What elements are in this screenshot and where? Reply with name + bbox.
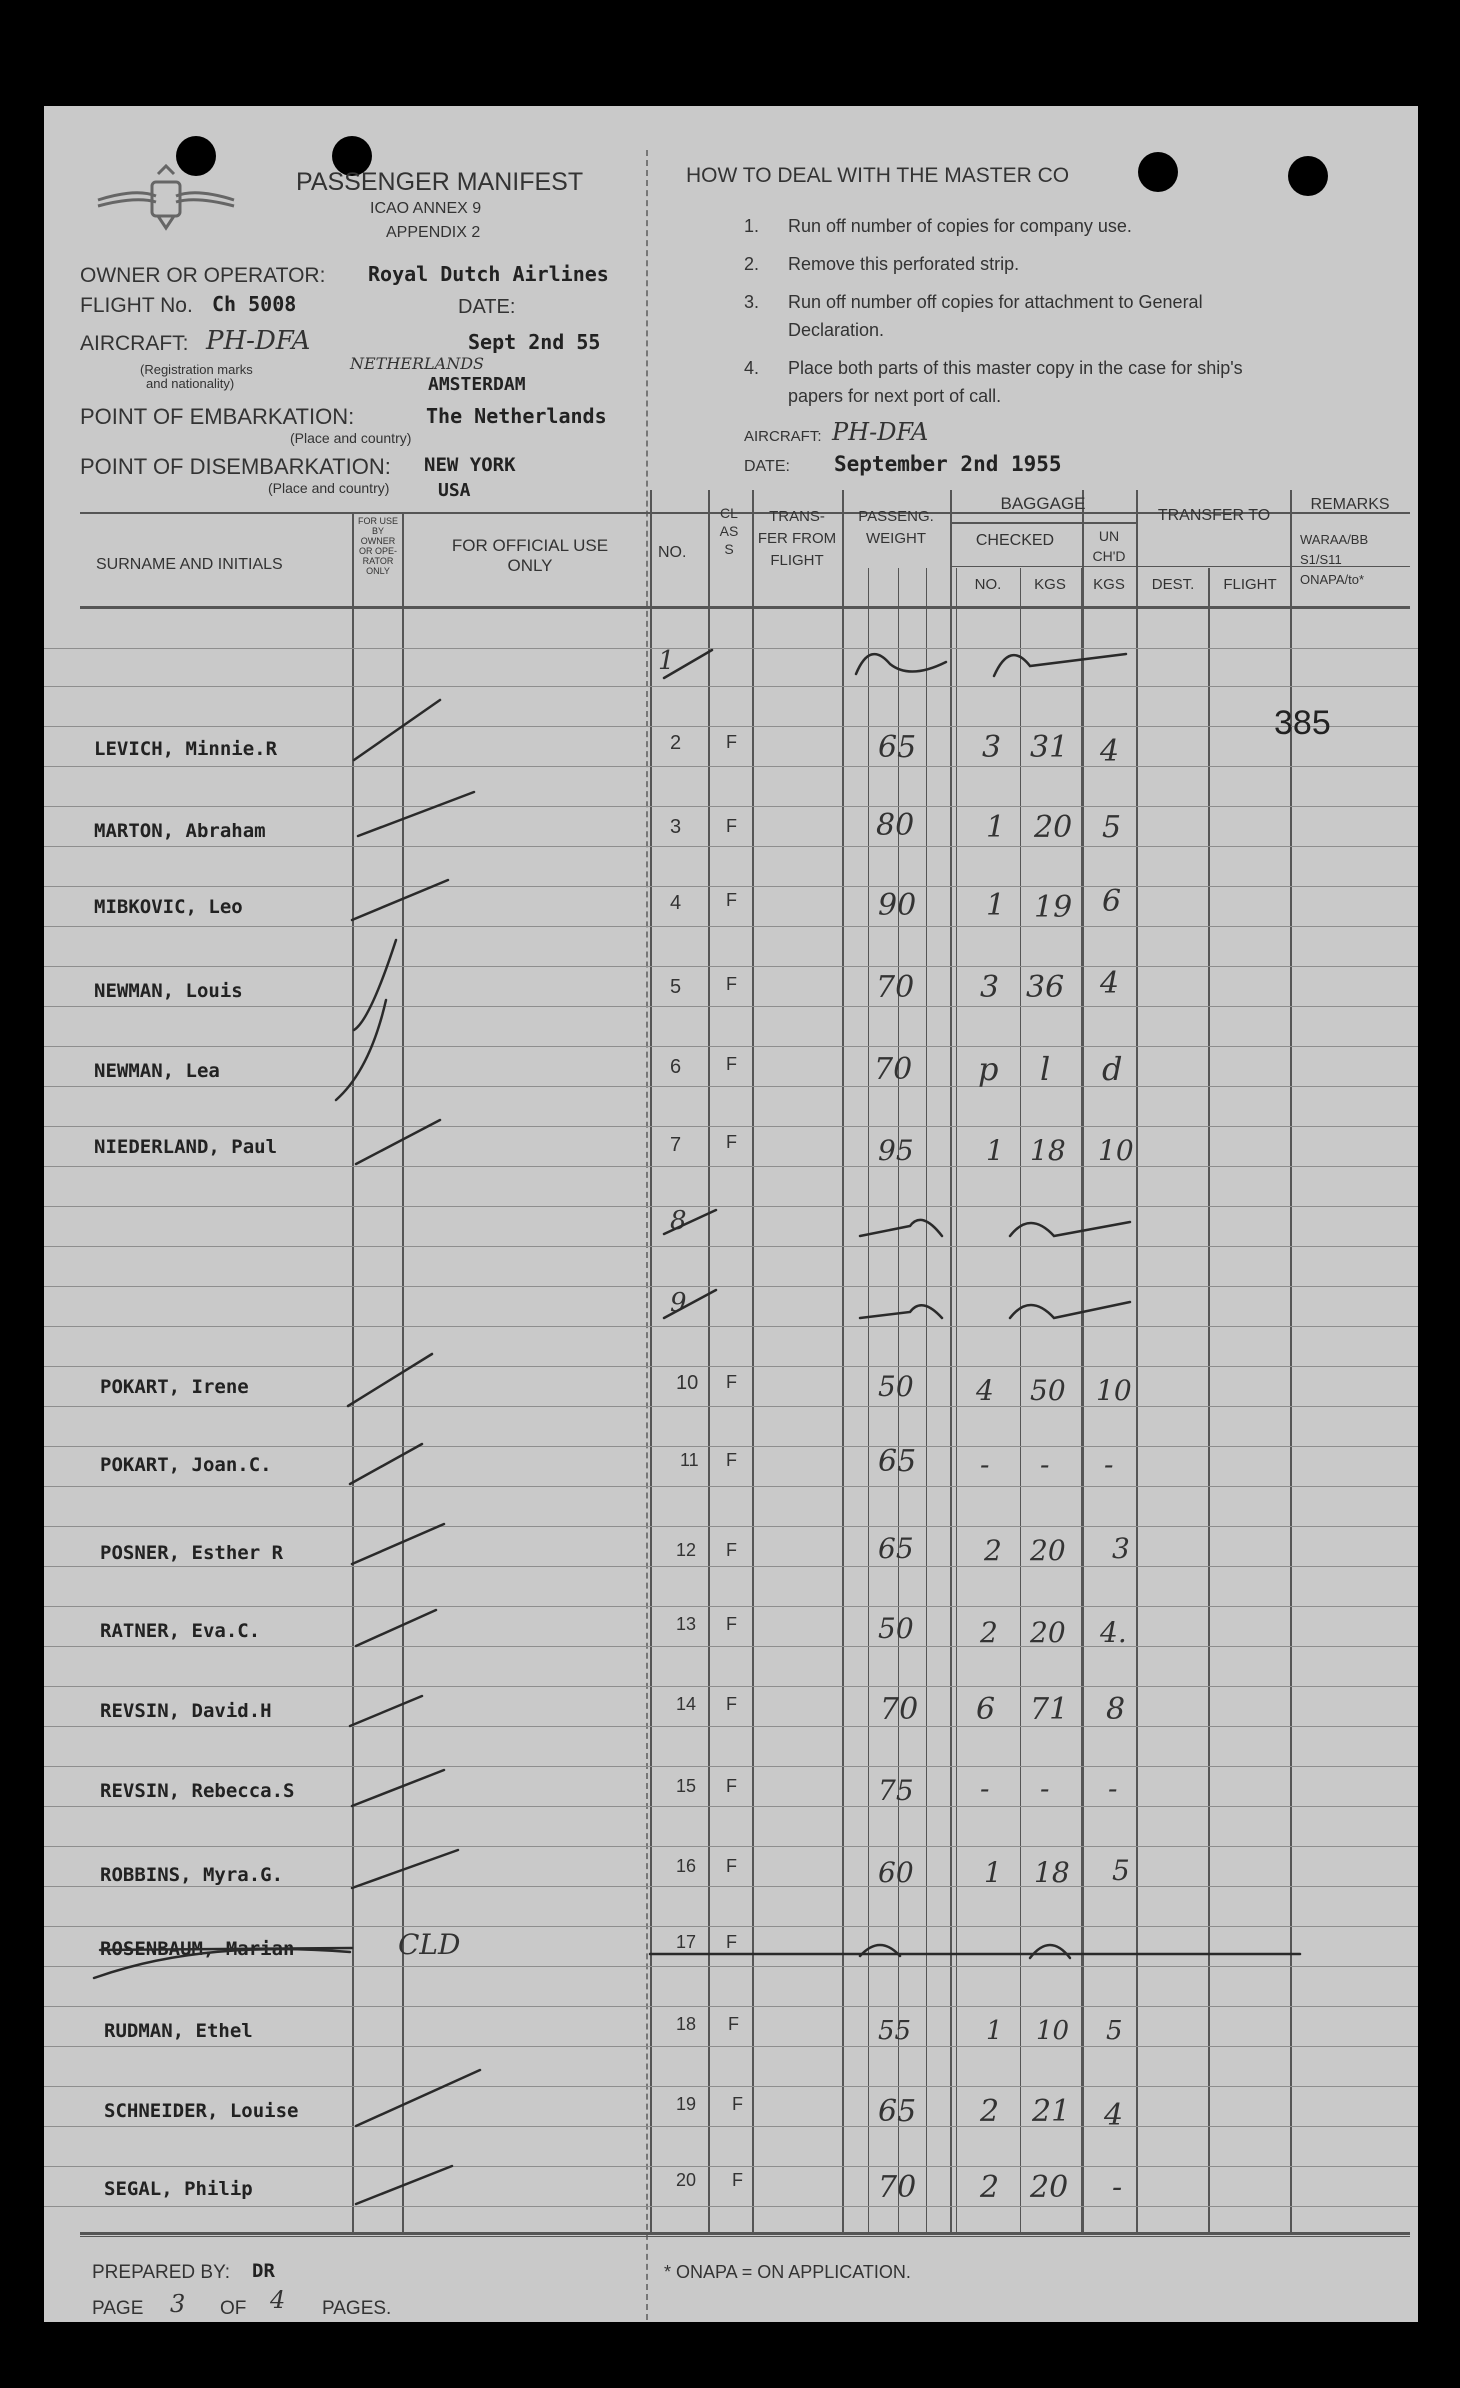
transfer-from-header: TRANS-FER FROM FLIGHT xyxy=(757,508,837,569)
instruction-3-num: 3. xyxy=(744,292,760,312)
row-10-name: POKART, Irene xyxy=(100,1376,249,1398)
row-6-class: F xyxy=(726,1054,737,1074)
row-14-bag-no: 6 xyxy=(976,1692,996,1727)
prepared-by-value: DR xyxy=(252,2260,275,2282)
prepared-by-label: PREPARED BY: xyxy=(92,2262,230,2283)
embark-place-note: (Place and country) xyxy=(290,430,412,446)
row-16-weight: 60 xyxy=(878,1856,914,1889)
row-4-no: 4 xyxy=(670,892,682,914)
row-2-name: LEVICH, Minnie.R xyxy=(94,738,278,760)
row-19-weight: 65 xyxy=(878,2094,917,2129)
row-13-no: 13 xyxy=(676,1614,697,1634)
row-12-class: F xyxy=(726,1540,737,1560)
row-20-bag-kgs: 20 xyxy=(1030,2170,1069,2205)
row-19-bag-kgs: 21 xyxy=(1032,2094,1071,2129)
flight-label: FLIGHT No. xyxy=(80,294,193,317)
aircraft-value: PH-DFA xyxy=(206,326,311,356)
row-19-unchecked: 4 xyxy=(1104,2098,1124,2133)
row-5-name: NEWMAN, Louis xyxy=(94,980,243,1002)
row-19-name: SCHNEIDER, Louise xyxy=(104,2100,299,2122)
row-4-name: MIBKOVIC, Leo xyxy=(94,896,243,918)
remarks-header: REMARKS xyxy=(1310,496,1390,513)
row-17-name: ROSENBAUM, Marian xyxy=(100,1938,295,1960)
row-7-weight: 95 xyxy=(878,1134,914,1167)
onapa-note: * ONAPA = ON APPLICATION. xyxy=(664,2262,911,2282)
row-14-no: 14 xyxy=(676,1694,697,1714)
row-10-weight: 50 xyxy=(878,1370,914,1403)
surname-header: SURNAME AND INITIALS xyxy=(96,556,283,573)
row-6-name: NEWMAN, Lea xyxy=(94,1060,220,1082)
row-20-name: SEGAL, Philip xyxy=(104,2178,253,2200)
date-value: Sept 2nd 55 xyxy=(468,330,601,354)
row-15-no: 15 xyxy=(676,1776,697,1796)
row-20-unchecked: - xyxy=(1112,2170,1123,2205)
row-7-class: F xyxy=(726,1132,737,1152)
instructions-date-value: September 2nd 1955 xyxy=(834,452,1062,476)
row-7-no: 7 xyxy=(670,1134,682,1156)
unchecked-kgs-header: KGS xyxy=(1093,576,1125,593)
row-13-weight: 50 xyxy=(878,1612,914,1645)
row-19-class: F xyxy=(732,2094,743,2114)
row-20-bag-no: 2 xyxy=(980,2170,1000,2205)
row-10-class: F xyxy=(726,1372,737,1392)
row-11-bag-no: - xyxy=(980,1448,990,1481)
row-5-weight: 70 xyxy=(876,970,915,1005)
disembark-country: USA xyxy=(438,480,471,501)
row-15-bag-no: - xyxy=(980,1772,990,1805)
row-4-weight: 90 xyxy=(878,888,917,923)
embark-label: POINT OF EMBARKATION: xyxy=(80,404,355,429)
row-11-class: F xyxy=(726,1450,737,1470)
pages-label: PAGES. xyxy=(322,2298,392,2319)
row-6-bag-no: p xyxy=(978,1050,999,1088)
annex-label: ICAO ANNEX 9 xyxy=(370,200,482,217)
dest-header: DEST. xyxy=(1151,576,1195,593)
row-16-bag-no: 1 xyxy=(984,1856,1002,1889)
row-7-unchecked: 10 xyxy=(1098,1134,1134,1167)
transfer-to-header: TRANSFER TO xyxy=(1157,507,1271,524)
row-6-bag-kgs: l xyxy=(1040,1050,1051,1088)
row-18-name: RUDMAN, Ethel xyxy=(104,2020,253,2042)
manifest-title: PASSENGER MANIFEST xyxy=(296,168,584,196)
row-18-bag-no: 1 xyxy=(986,2016,1003,2046)
row-15-unchecked: - xyxy=(1108,1772,1118,1805)
flight-header: FLIGHT xyxy=(1223,576,1277,593)
row-3-bag-no: 1 xyxy=(986,810,1006,845)
remarks-codes: WARAA/BB S1/S11 ONAPA/to* xyxy=(1300,532,1369,587)
row-8-no: 8 xyxy=(670,1206,687,1236)
page-value: 3 xyxy=(170,2290,186,2318)
no-header: NO. xyxy=(658,544,687,561)
row-7-bag-no: 1 xyxy=(986,1134,1004,1167)
row-5-bag-no: 3 xyxy=(980,970,1000,1005)
row-1-no: 1 xyxy=(658,646,675,676)
row-4-class: F xyxy=(726,890,737,910)
instruction-1-text: Run off number of copies for company use. xyxy=(788,216,1132,236)
row-3-bag-kgs: 20 xyxy=(1034,810,1073,845)
row-12-name: POSNER, Esther R xyxy=(100,1542,284,1564)
row-4-bag-no: 1 xyxy=(986,888,1006,923)
appendix-label: APPENDIX 2 xyxy=(386,224,481,241)
date-label: DATE: xyxy=(458,296,516,318)
class-header: CLASS xyxy=(719,505,739,557)
row-11-unchecked: - xyxy=(1104,1448,1114,1481)
instructions-date-label: DATE: xyxy=(744,458,790,475)
aircraft-label: AIRCRAFT: xyxy=(80,332,189,355)
instruction-2-text: Remove this perforated strip. xyxy=(788,254,1020,274)
row-14-bag-kgs: 71 xyxy=(1030,1692,1069,1727)
row-13-name: RATNER, Eva.C. xyxy=(100,1620,261,1642)
row-16-name: ROBBINS, Myra.G. xyxy=(100,1864,284,1886)
row-16-bag-kgs: 18 xyxy=(1034,1856,1070,1889)
row-9-no: 9 xyxy=(670,1288,687,1318)
embark-city: AMSTERDAM xyxy=(428,374,526,395)
row-10-bag-no: 4 xyxy=(976,1374,994,1407)
stamp-number: 385 xyxy=(1274,704,1331,742)
of-label: OF xyxy=(220,2298,247,2319)
disembark-label: POINT OF DISEMBARKATION: xyxy=(80,454,391,479)
registration-note-2: and nationality) xyxy=(146,376,235,391)
row-13-bag-no: 2 xyxy=(980,1616,998,1649)
checked-header: CHECKED xyxy=(975,532,1055,549)
row-12-weight: 65 xyxy=(878,1532,914,1565)
row-18-unchecked: 5 xyxy=(1106,2016,1123,2046)
row-16-class: F xyxy=(726,1856,737,1876)
row-18-no: 18 xyxy=(676,2014,697,2034)
row-17-note: CLD xyxy=(398,1928,461,1961)
row-15-bag-kgs: - xyxy=(1040,1772,1050,1805)
row-14-unchecked: 8 xyxy=(1106,1692,1126,1727)
row-5-unchecked: 4 xyxy=(1100,966,1120,1001)
row-18-class: F xyxy=(728,2014,739,2034)
row-12-bag-kgs: 20 xyxy=(1030,1534,1066,1567)
flight-value: Ch 5008 xyxy=(212,292,297,316)
row-4-bag-kgs: 19 xyxy=(1034,890,1073,925)
disembark-city: NEW YORK xyxy=(424,454,516,476)
row-3-class: F xyxy=(726,816,737,836)
row-5-class: F xyxy=(726,974,737,994)
row-2-bag-no: 3 xyxy=(982,730,1002,765)
page-label: PAGE xyxy=(92,2298,144,2319)
row-20-class: F xyxy=(732,2170,743,2190)
nationality-value: NETHERLANDS xyxy=(350,354,484,373)
row-15-class: F xyxy=(726,1776,737,1796)
row-13-class: F xyxy=(726,1614,737,1634)
row-3-no: 3 xyxy=(670,816,682,838)
baggage-header: BAGGAGE xyxy=(1000,494,1086,513)
row-14-name: REVSIN, David.H xyxy=(100,1700,272,1722)
row-18-weight: 55 xyxy=(878,2016,912,2046)
instructions-aircraft-value: PH-DFA xyxy=(832,418,929,446)
disembark-place-note: (Place and country) xyxy=(268,480,390,496)
checked-no-header: NO. xyxy=(974,576,1002,593)
row-6-no: 6 xyxy=(670,1056,682,1078)
instruction-4-num: 4. xyxy=(744,358,760,378)
instruction-2-num: 2. xyxy=(744,254,760,274)
instruction-3-text-2: Declaration. xyxy=(788,320,885,340)
instruction-1-num: 1. xyxy=(744,216,760,236)
row-16-unchecked: 5 xyxy=(1112,1854,1130,1887)
row-11-weight: 65 xyxy=(878,1444,917,1479)
row-15-name: REVSIN, Rebecca.S xyxy=(100,1780,295,1802)
row-5-bag-kgs: 36 xyxy=(1026,970,1065,1005)
row-6-unchecked: d xyxy=(1102,1050,1123,1088)
row-4-unchecked: 6 xyxy=(1102,884,1122,919)
row-2-bag-kgs: 31 xyxy=(1030,730,1069,765)
row-12-unchecked: 3 xyxy=(1112,1532,1130,1565)
registration-note: (Registration marks xyxy=(140,362,253,377)
owner-use-header: FOR USE BY OWNER OR OPE-RATOR ONLY xyxy=(357,516,398,576)
row-20-weight: 70 xyxy=(878,2170,917,2205)
row-15-weight: 75 xyxy=(878,1774,914,1807)
passenger-weight-header: PASSENG. WEIGHT xyxy=(858,508,934,547)
instruction-4-text-2: papers for next port of call. xyxy=(788,386,1002,406)
row-6-weight: 70 xyxy=(874,1052,913,1087)
footer-rule xyxy=(80,2236,1410,2237)
row-16-no: 16 xyxy=(676,1856,697,1876)
row-3-unchecked: 5 xyxy=(1102,810,1122,845)
row-2-class: F xyxy=(726,732,737,752)
row-17-no: 17 xyxy=(676,1932,697,1952)
instruction-4-text: Place both parts of this master copy in the case for ship's xyxy=(788,358,1243,378)
row-10-bag-kgs: 50 xyxy=(1030,1374,1066,1407)
row-2-weight: 65 xyxy=(878,730,917,765)
row-3-weight: 80 xyxy=(876,808,915,843)
row-20-no: 20 xyxy=(676,2170,697,2190)
of-value: 4 xyxy=(270,2286,286,2314)
row-11-no: 11 xyxy=(680,1450,699,1470)
row-19-no: 19 xyxy=(676,2094,697,2114)
row-14-weight: 70 xyxy=(880,1692,919,1727)
row-10-no: 10 xyxy=(676,1372,699,1394)
owner-label: OWNER OR OPERATOR: xyxy=(80,264,326,287)
row-13-unchecked: 4. xyxy=(1100,1616,1127,1649)
row-12-bag-no: 2 xyxy=(984,1534,1002,1567)
row-10-unchecked: 10 xyxy=(1096,1374,1132,1407)
official-use-header: FOR OFFICIAL USE ONLY xyxy=(451,536,609,575)
row-17-class: F xyxy=(726,1932,737,1952)
instruction-3-text: Run off number off copies for attachment to General xyxy=(788,292,1203,312)
instructions-title: HOW TO DEAL WITH THE MASTER CO xyxy=(686,164,1070,187)
row-5-no: 5 xyxy=(670,976,682,998)
embark-country: The Netherlands xyxy=(426,404,607,428)
row-14-class: F xyxy=(726,1694,737,1714)
owner-value: Royal Dutch Airlines xyxy=(368,262,609,286)
row-2-no: 2 xyxy=(670,732,682,754)
checked-kgs-header: KGS xyxy=(1034,576,1066,593)
row-19-bag-no: 2 xyxy=(980,2094,1000,2129)
row-7-name: NIEDERLAND, Paul xyxy=(94,1136,278,1158)
row-11-name: POKART, Joan.C. xyxy=(100,1454,272,1476)
row-18-bag-kgs: 10 xyxy=(1036,2016,1070,2046)
row-13-bag-kgs: 20 xyxy=(1030,1616,1066,1649)
row-7-bag-kgs: 18 xyxy=(1030,1134,1066,1167)
row-2-unchecked: 4 xyxy=(1100,734,1120,769)
unchecked-header: UN CH'D xyxy=(1092,528,1126,564)
instructions-aircraft-label: AIRCRAFT: xyxy=(744,428,822,445)
row-3-name: MARTON, Abraham xyxy=(94,820,266,842)
row-12-no: 12 xyxy=(676,1540,697,1560)
row-11-bag-kgs: - xyxy=(1040,1448,1050,1481)
